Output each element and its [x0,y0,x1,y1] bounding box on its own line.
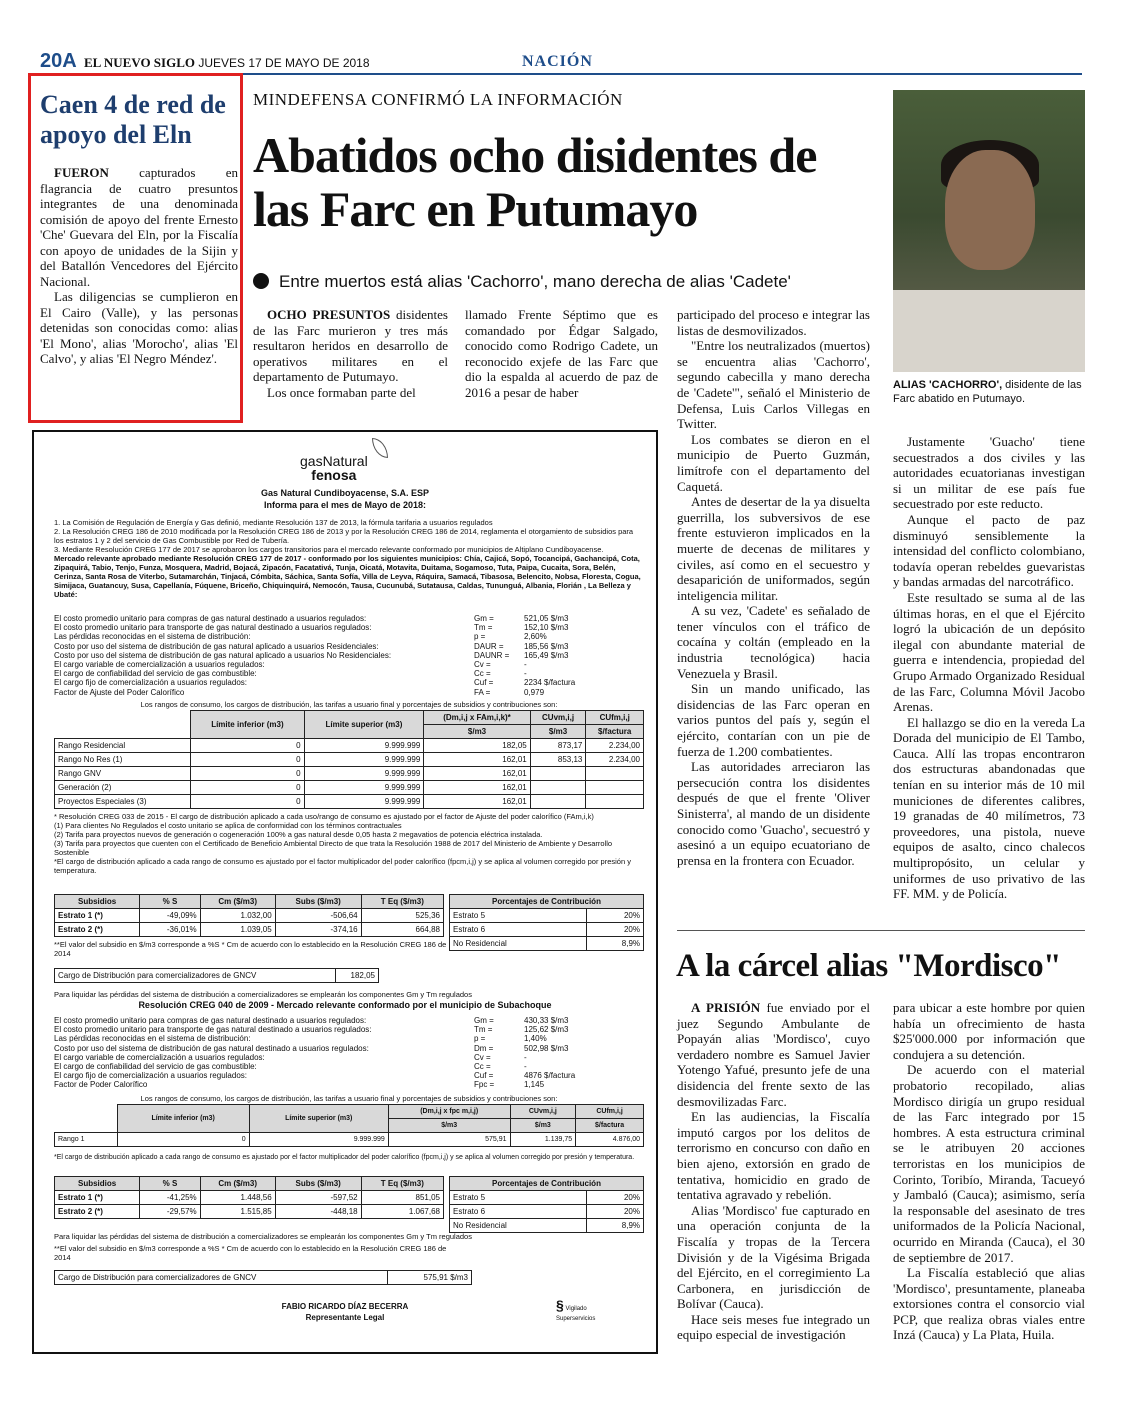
subachoque-components [54,1016,644,1090]
story-lead: A PRISIÓN [691,1000,761,1015]
table-cell: -29,57% [140,1205,200,1219]
table-cell: Estrato 6 [450,923,587,937]
table-cell: 2.234,00 [586,753,644,767]
col-header: Porcentajes de Contribución [450,1177,644,1191]
unit-header: $/factura [586,725,644,739]
component-symbol: p = [474,1034,486,1044]
table-cell [530,767,586,781]
story-text: De acuerdo con el material probatorio recopilado, alias Mordisco dirigía un grupo residual de las Farc integrado por 15 hombres. A esta estructura criminal se le atribuyen 20 acciones terroristas en los municipios de Corinto, Toribío, Miranda, Tacueyó y Jambaló (Cauca); asimismo, sería la responsable del asesinato de tres uniformados de la Policía Nacional, ocurrido en Miranda (Cauca), el 30 de septiembre de 2017. [893,1062,1085,1265]
table-cell [586,795,644,809]
table-cell: Estrato 2 (*) [55,923,140,937]
note-item: 1. La Comisión de Regulación de Energía y Gas definió, mediante Resolución 137 de 2013, la fórmula tarifaria a usuarios regulados [54,518,493,527]
table-cell: -506,64 [275,909,361,923]
component-label: El cargo fijo de comercialización a usuarios regulados: [54,1071,247,1081]
table-row [450,1191,644,1205]
story-text: Este resultado se suma al de las últimas horas, en el que el Ejército logró la ubicación de un depósito ilegal con abundante material de guerra e intendencia, propiedad del Grupo Armado Organizado Residual de las Farc, Columna Móvil Jacobo Arenas. [893,589,1085,715]
col-header: Límite superior (m3) [249,1105,388,1133]
masthead [84,55,370,71]
component-symbol: FA = [474,687,491,697]
table-cell: 525,36 [361,909,443,923]
table-cell: Rango No Res (1) [55,753,191,767]
story-column-3 [677,307,870,868]
component-label: El costo promedio unitario para compras de gas natural destinado a usuarios regulados: [54,614,367,623]
story-lead: OCHO PRESUNTOS [267,307,391,322]
leaf-logo-icon [372,438,388,458]
table-cell: 9.999.999 [304,753,424,767]
component-value: - [524,1052,527,1062]
component-row [54,678,644,687]
superservicios-text: Vigilado Superservicios [556,1306,596,1322]
story-column-2 [465,307,658,401]
table-cell: 1.032,00 [200,909,275,923]
company-logo [300,454,368,482]
col-header: Cm ($/m3) [200,1177,275,1191]
resolution-title: Resolución CREG 040 de 2009 - Mercado relevante conformado por el municipio de Subachoque [138,1000,552,1010]
table-cell: 575,91 [388,1133,510,1147]
col-header: Subs ($/m3) [275,895,361,909]
notice-subtitle: Informa para el mes de Mayo de 2018: [263,500,427,510]
table-cell [530,795,586,809]
component-label: El cargo fijo de comercialización a usuarios regulados: [54,678,247,688]
sidebar-body [40,165,238,367]
table-cell: Rango Residencial [55,739,191,753]
col-header: CUvm,i,j [510,1105,576,1119]
component-value: - [524,1062,527,1072]
contribution-table-2 [449,1176,644,1233]
tariff-components [54,614,644,697]
unit-header: $/m3 [530,725,586,739]
contribution-table-1 [449,894,644,951]
col-header: (Dm,i,j x FAm,i,k)* [424,711,530,725]
table-note-2: *El cargo de distribución aplicado a cada rango de consumo es ajustado por el factor multiplicador del poder calorífico (fpcm,i,j) y se aplica al volumen corregido por presión y temperatura. [54,1154,635,1161]
component-label: El costo promedio unitario para transporte de gas natural destinado a usuarios regulados: [54,1025,372,1035]
component-symbol: DAUNR = [474,650,510,660]
unit-header: $/m3 [388,1119,510,1133]
component-label: El cargo de confiabilidad del servicio de gas combustible: [54,1062,257,1072]
component-row [54,1044,644,1053]
story-text: participado del proceso e integrar las listas de desmovilizados. [677,307,870,338]
mordisco-column-2 [893,1000,1085,1343]
superservicios-icon: § [556,1297,564,1313]
component-symbol: p = [474,632,486,642]
col-header: % S [140,1177,200,1191]
component-value: - [524,669,527,679]
component-value: 1,40% [524,1034,547,1044]
table-cell: 182,05 [424,739,530,753]
table-cell: Rango GNV [55,767,191,781]
table-cell: 162,01 [424,781,530,795]
subsidy-table-2 [54,1176,444,1219]
col-header: Subs ($/m3) [275,1177,361,1191]
table-cell: 20% [587,1205,644,1219]
unit-header: $/m3 [510,1119,576,1133]
story-text: Alias 'Mordisco' fue capturado en una operación conjunta de la Fiscalía y tropas de la Tercera División y de la Vigésima Brigada del Ejército, en el corregimiento La Carbonera, en jurisdicción de Bolívar (Cauca). [677,1202,870,1312]
col-header: CUvm,i,j [530,711,586,725]
component-symbol: Gm = [474,614,494,623]
table-cell: 1.067,68 [361,1205,443,1219]
note-item: * Resolución CREG 033 de 2015 - El cargo de distribución aplicado a cada uso/rango de consumo es ajustado por el factor de Ajuste del poder calorífico (FAm,i,k) [54,812,594,821]
table-cell: Proyectos Especiales (3) [55,795,191,809]
issue-date: JUEVES 17 DE MAYO DE 2018 [198,56,370,70]
story-text: Las autoridades arreciaron las persecución contra los disidentes después de que el frente 'Oliver Sinisterra', al mando de un disidente conocido como 'Guacho', secuestró y asesinó a un equipo ecuatoriano de prensa en la frontera con Ecuador. [677,759,870,868]
table-cell: 853,13 [530,753,586,767]
table-cell: 0 [117,1133,249,1147]
component-label: Factor de Ajuste del Poder Calorífico [54,687,185,697]
header-row [55,895,444,909]
col-header: Límite inferior (m3) [117,1105,249,1133]
component-row [54,688,644,697]
story-column-4 [893,434,1085,902]
col-header: Subsidios [55,1177,140,1191]
component-symbol: Cuf = [474,678,494,688]
col-header: Cm ($/m3) [200,895,275,909]
component-symbol: Fpc = [474,1080,495,1090]
component-value: 165,49 $/m3 [524,650,569,660]
table-row [450,937,644,951]
table-row [55,1191,444,1205]
component-row [54,1034,644,1043]
table-cell [586,781,644,795]
gas-natural-notice [32,430,658,1354]
component-symbol: Dm = [474,1043,494,1053]
headline: Abatidos ocho disidentes de las Farc en Putumayo [253,127,817,237]
story-text: para ubicar a este hombre por quien había un ofrecimiento de hasta $25'000.000 por información que condujera a su detención. [893,1000,1085,1062]
gncv-value: 575,91 $/m3 [388,1271,472,1285]
component-value: 4876 $/factura [524,1071,576,1081]
gncv-label: Cargo de Distribución para comercializadores de GNCV [55,1271,388,1285]
col-header: Límite superior (m3) [304,711,424,739]
component-row [54,1053,644,1062]
table-cell: 1.515,85 [200,1205,275,1219]
component-value: 2,60% [524,632,547,642]
table-row [55,909,444,923]
table-cell: 9.999.999 [304,767,424,781]
table-cell: Estrato 5 [450,909,587,923]
table-row [450,923,644,937]
component-symbol: DAUR = [474,641,504,651]
table-cell: Rango 1 [55,1133,118,1147]
tariff-table-1 [54,710,644,809]
table-cell: 9.999.999 [304,781,424,795]
table-cell: -41,25% [140,1191,200,1205]
component-row [54,1025,644,1034]
sidebar-title: Caen 4 de red de apoyo del Eln [40,90,226,149]
unit-header: $/factura [576,1119,644,1133]
sidebar-paragraph [40,165,238,289]
sidebar-text: capturados en flagrancia de cuatro presuntos integrantes de una denominada comisión de apoyo del frente Ernesto 'Che' Guevara del Eln, por la Fiscalía con apoyo de unidades de la Sijin y del Batallón Vencedores del Ejército Nacional. [40,165,238,289]
table-cell: 664,88 [361,923,443,937]
col-header: CUfm,i,j [586,711,644,725]
story-text: llamado Frente Séptimo que es comandado por Édgar Salgado, conocido como Rodrigo Cadete, un reconocido exjefe de las Farc que dio la espalda al acuerdo de paz de 2016 a pesar de haber [465,307,658,400]
header-row [55,1177,444,1191]
table-row [55,753,644,767]
component-row [54,642,644,651]
col-header: Límite inferior (m3) [191,711,304,739]
portrait-photo [893,90,1085,372]
component-value: 430,33 $/m3 [524,1016,569,1025]
signatory-role: Representante Legal [305,1313,385,1322]
story-text: Sin un mando unificado, las disidencias de las Farc operan en varios puntos del país y, según el ejército, contarían con un pie de fuerza de 1.200 combatientes. [677,681,870,759]
component-row [54,632,644,641]
table-cell: 9.999.999 [304,739,424,753]
component-value: 0,979 [524,687,545,697]
component-row [54,1062,644,1071]
table-cell: Generación (2) [55,781,191,795]
component-label: Factor de Poder Calorífico [54,1080,148,1090]
table-cell: -36,01% [140,923,200,937]
table-cell: 162,01 [424,767,530,781]
table-cell: 873,17 [530,739,586,753]
superservicios-badge [556,1297,616,1324]
table-cell: -448,18 [275,1205,361,1219]
note-item: 3. Mediante Resolución CREG 177 de 2017 se aprobaron los cargos transitorios para el mercado relevante conformado por municipios de Altiplano Cundiboyacense. [54,545,604,554]
component-row [54,1080,644,1089]
bullet-icon [253,273,269,289]
component-value: 521,05 $/m3 [524,614,569,623]
table-cell: No Residencial [450,1219,587,1233]
company-name: Gas Natural Cundiboyacense, S.A. ESP [260,488,430,498]
table-row [450,1205,644,1219]
component-value: 125,62 $/m3 [524,1025,569,1035]
story-text: Hace seis meses fue integrado un equipo especial de investigación [677,1311,870,1343]
table-cell: 0 [191,795,304,809]
photo-caption [893,378,1085,406]
component-row [54,623,644,632]
table-row [55,767,644,781]
table-cell: 20% [587,1191,644,1205]
sidebar-paragraph: Las diligencias se cumplieron en El Cairo (Valle), y las personas detenidas son conocidas como: alias 'El Mono', alias 'Morocho', alias 'El Calvo', y alias 'El Negro Méndez'. [40,289,238,366]
gncv-value: 182,05 [335,969,378,983]
story-text: Los once formaban parte del [267,384,416,400]
header-row [450,1177,644,1191]
table-cell: 20% [587,909,644,923]
gncv-label: Cargo de Distribución para comercializadores de GNCV [55,969,336,983]
story-text: Los combates se dieron en el municipio de Puerto Guzmán, limítrofe con el departamento del Caquetá. [677,431,870,494]
story-text: La Fiscalía estableció que alias 'Mordisco', presuntamente, planeaba extorsiones contra el consorcio vial PCP, que realiza obras viales entre Inzá (Cauca) y La Plata, Huila. [893,1265,1085,1343]
table-row [55,1133,644,1147]
component-value: - [524,660,527,670]
table-cell: 4.876,00 [576,1133,644,1147]
col-header: T Eq ($/m3) [361,1177,443,1191]
notes-list [54,518,644,599]
story-text: En las audiencias, la Fiscalía imputó cargos por los delitos de terrorismo en concurso con daño en bien ajeno, extorsión en grado de tentativa, homicidio en grado de tentativa agravado y rebelión. [677,1109,870,1203]
component-value: 2234 $/factura [524,678,576,688]
component-row [54,1071,644,1080]
table-cell: 162,01 [424,795,530,809]
subhead-text: Entre muertos está alias 'Cachorro', mano derecha de alias 'Cadete' [279,272,791,291]
table-cell: 20% [587,923,644,937]
table-cell: 0 [191,753,304,767]
table-cell: 9.999.999 [249,1133,388,1147]
col-header: T Eq ($/m3) [361,895,443,909]
caption-text: disidente de las Farc abatido en Putumayo. [893,379,1082,405]
table-cell: Estrato 1 (*) [55,1191,140,1205]
table-cell: 162,01 [424,753,530,767]
note-item: 2. La Resolución CREG 186 de 2010 modificada por la Resolución CREG 186 de 2013 y por la Resolución CREG 186 de 2014, reglamenta el otorgamiento de subsidios para los estratos 1 y 2 del servicio de Gas Combustible por Red de Tubería. [54,527,634,545]
caption-lead: ALIAS 'CACHORRO', [893,379,1003,391]
table-cell: -374,16 [275,923,361,937]
component-symbol: Tm = [474,1025,493,1035]
component-label: El cargo variable de comercialización a usuarios regulados: [54,1052,265,1062]
logo-text: gasNatural [300,453,368,469]
story-text: fue enviado por el juez Segundo Ambulante de Popayán alias 'Mordisco', cuyo verdadero nombre es Samuel Javier Yotengo Yafué, presunto jefe de una disidencia del frente sexto de las desmovilizadas Farc. [677,1000,870,1109]
table-row [55,739,644,753]
losses-note: Para liquidar las pérdidas del sistema de distribución a comercializadores se emplearán los componentes Gm y Tm regulados [54,990,472,999]
component-row [54,651,644,660]
table-cell: 9.999.999 [304,795,424,809]
component-label: Costo por uso del sistema de distribución de gas natural aplicado a usuarios No Residenciales: [54,650,392,660]
subsidy-note: **El valor del subsidio en $/m3 corresponde a %S * Cm de acuerdo con lo establecido en la Resolución CREG 186 de 2014 [54,940,447,958]
losses-note-2: Para liquidar las pérdidas del sistema de distribución a comercializadores se emplearán los componentes Gm y Tm regulados [54,1232,472,1241]
story-text: Justamente 'Guacho' tiene secuestrados a dos civiles y las autoridades ecuatorianas investigan si un militar de ese país fue secuestrado por este reducto. [893,434,1085,512]
story-text: Aunque el pacto de paz disminuyó sensiblemente la intensidad del conflicto colombiano, todavía operan rebeldes guevaristas y bandas armadas del narcotráfico. [893,511,1085,590]
table-cell: Estrato 6 [450,1205,587,1219]
unit-header: $/m3 [424,725,530,739]
component-label: Las pérdidas reconocidas en el sistema de distribución: [54,1034,251,1044]
table-row [55,923,444,937]
ranges-note: Los rangos de consumo, los cargos de distribución, las tarifas a usuario final y porcentajes de subsidios y contribuciones son: [140,700,558,709]
component-symbol: Cuf = [474,1071,494,1081]
col-header: (Dm,i,j x fpc m,i,j) [388,1105,510,1119]
table-row [55,781,644,795]
table-cell: 851,05 [361,1191,443,1205]
table-cell: 8,9% [587,937,644,951]
page-number: 20A [40,50,77,72]
component-symbol: Tm = [474,623,493,633]
col-header: % S [140,895,200,909]
subsidy-table-1 [54,894,444,937]
component-value: 185,56 $/m3 [524,641,569,651]
section-title: NACIÓN [522,53,593,70]
component-label: Costo por uso del sistema de distribución de gas natural destinado a usuarios regulados: [54,1043,369,1053]
note-item: (3) Tarifa para proyectos que cuenten con el Certificado de Beneficio Ambiental Directo de que trata la Resolución 1988 de 2017 del Ministerio de Ambiente y Desarrollo Sostenible [54,839,613,857]
col-header: CUfm,i,j [576,1105,644,1119]
table-cell: -597,52 [275,1191,361,1205]
component-label: El costo promedio unitario para transporte de gas natural destinado a usuarios regulados: [54,623,372,633]
kicker: MINDEFENSA CONFIRMÓ LA INFORMACIÓN [253,90,623,109]
component-value: 502,98 $/m3 [524,1043,569,1053]
component-symbol: Cc = [474,1062,491,1072]
component-symbol: Cv = [474,1052,491,1062]
story-text: disidentes de las Farc murieron y tres más resultaron heridos en desarrollo de operativos militares en el departamento de Putumayo. [253,307,448,385]
table-row [450,909,644,923]
component-label: El costo promedio unitario para compras de gas natural destinado a usuarios regulados: [54,1016,367,1025]
section-divider [677,930,1085,931]
component-symbol: Cv = [474,660,491,670]
table-cell: -49,09% [140,909,200,923]
subsidy-note-2: **El valor del subsidio en $/m3 corresponde a %S * Cm de acuerdo con lo establecido en la Resolución CREG 186 de 2014 [54,1244,447,1262]
note-item: (2) Tarifa para proyectos nuevos de generación o cogeneración 100% a gas natural desde 0,05 hasta 2 megavatios de potencia eléctrica instalada. [54,830,543,839]
table-cell: Estrato 2 (*) [55,1205,140,1219]
table-cell: Estrato 1 (*) [55,909,140,923]
table-cell: 0 [191,767,304,781]
story-text: "Entre los neutralizados (muertos) se encuentra alias 'Cachorro', segundo cabecilla y mano derecha de 'Cadete'", señaló el Ministerio de Defensa, Luis Carlos Villegas en Twitter. [677,338,870,432]
table-cell [586,767,644,781]
table-cell: 0 [191,781,304,795]
table-cell: 0 [191,739,304,753]
component-label: El cargo variable de comercialización a usuarios regulados: [54,660,265,670]
table-row [55,795,644,809]
table-cell: 1.448,56 [200,1191,275,1205]
component-row [54,614,644,623]
gncv-table-2 [54,1270,472,1285]
story-text: A su vez, 'Cadete' es señalado de tener vínculos con el tráfico de cocaína y coltán (empleado en la industria tecnológica) hacia Venezuela y Brasil. [677,603,870,681]
signatory-name: FABIO RICARDO DÍAZ BECERRA [281,1302,409,1311]
table-row [55,1205,444,1219]
component-symbol: Cc = [474,669,491,679]
table-cell: 1.139,75 [510,1133,576,1147]
table-notes [54,812,644,875]
component-value: 152,10 $/m3 [524,623,569,633]
ranges-note-2: Los rangos de consumo, los cargos de distribución, las tarifas a usuario final y porcentajes de subsidios y contribuciones son: [140,1094,558,1103]
table-cell: No Residencial [450,937,587,951]
story-text: Antes de desertar de la ya disuelta guerrilla, los subversivos de ese frente estuvieron implicados en la muerte de decenas de militares y civiles, así como en el secuestro y desaparición de uniformados, según inteligencia militar. [677,494,870,603]
note-item: *El cargo de distribución aplicado a cada rango de consumo es ajustado por el factor multiplicador del poder calorífico (fpcm,i,j) y se aplica al volumen corregido por presión y temperatura. [54,857,631,875]
table-cell: 8,9% [587,1219,644,1233]
component-row [54,669,644,678]
sidebar-lead: FUERON [54,165,109,180]
component-row [54,1016,644,1025]
table-cell: 2.234,00 [586,739,644,753]
mordisco-column-1 [677,1000,870,1343]
component-value: 1,145 [524,1080,545,1090]
component-label: Las pérdidas reconocidas en el sistema de distribución: [54,632,251,642]
table-cell: Estrato 5 [450,1191,587,1205]
paper-name: EL NUEVO SIGLO [84,55,195,70]
component-label: El cargo de confiabilidad del servicio de gas combustible: [54,669,257,679]
tariff-table-2 [54,1104,644,1147]
table-row [450,1219,644,1233]
mordisco-headline: A la cárcel alias "Mordisco" [676,948,1061,984]
table-cell: 1.039,05 [200,923,275,937]
gncv-table-1 [54,968,379,983]
component-symbol: Gm = [474,1016,494,1025]
logo-text-2: fenosa [311,467,357,483]
header-row [450,895,644,909]
col-header: Subsidios [55,895,140,909]
col-header: Porcentajes de Contribución [450,895,644,909]
table-cell [530,781,586,795]
component-row [54,660,644,669]
story-text: El hallazgo se dio en la vereda La Dorada del municipio de El Tambo, Cauca. Allí las tropas encontraron dos estructuras abandonadas que tenían en su interior más de 10 mil municiones de diferentes calibres, 19 granadas de 40 milímetros, 73 proveedores, una pistola, nueve equipos de asalto, cinco chalecos multipropósito, un celular y uniformes de uso privativo de las FF. MM. y de Policía. [893,714,1085,902]
municipalities-list: Mercado relevante aprobado mediante Resolución CREG 177 de 2017 - conformado por los siguientes municipios: Chía, Cajicá, Sopó, Tocancipá, Gachancipá, Cota, Zipaquirá, Tabio, Tenjo, Funza, Mosquera, Madrid, Bojacá, Zipacón, Facatativá, Tunja, Oicatá, Motavita, Duitama, Sogamoso, Tuta, Paipa, Cucaita, Sora, Belén, Cerinza, Santa Rosa de Viterbo, Sutamarchán, Tinjacá, Cómbita, Sáchica, Santa Sofía, Villa de Leyva, Ráquira, Samacá, Tibasosa, Belencito, Nobsa, Floresta, Cogua, Simijaca, Guatancuy, Susa, Capellanía, Fúquene, Briceño, Chiquinquirá, Nemocón, Tausa, Cucunubá, Sutatausa, Caldas, Tununguá, Albania, Florián , La Bellezа y Ubaté: [54,554,641,599]
subheadline [253,272,878,292]
component-label: Costo por uso del sistema de distribución de gas natural aplicado a usuarios Residenciales: [54,641,379,651]
story-column-1 [253,307,448,401]
note-item: (1) Para clientes No Regulados el costo unitario se aplica de conformidad con los términos contractuales [54,821,402,830]
